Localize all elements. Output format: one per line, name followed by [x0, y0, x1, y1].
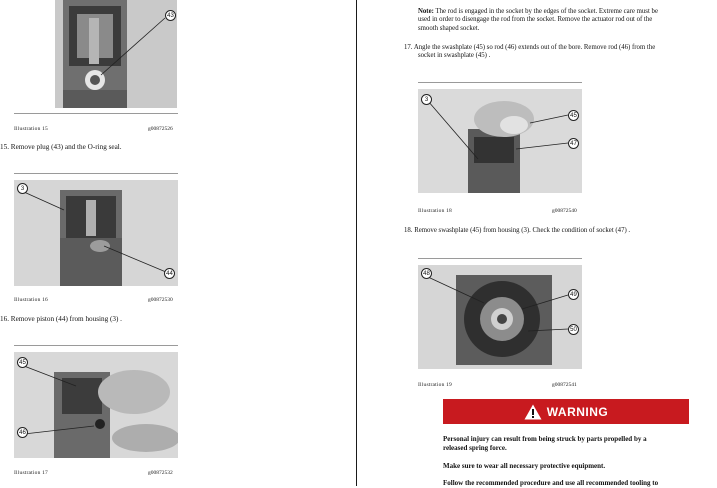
callout-44: 44 — [164, 268, 175, 279]
illustration-17-photo — [14, 352, 178, 458]
note-line-2: used in order to disengage the rod from the socket. Remove the actuator rod out of the — [418, 16, 653, 24]
callout-3: 3 — [17, 183, 28, 194]
step-17-line-2: socket in swashplate (45) . — [418, 52, 491, 60]
callout-48: 48 — [421, 268, 432, 279]
illustration-19-id: g00872541 — [552, 382, 577, 388]
callout-47: 47 — [568, 138, 579, 149]
step-18: 18. Remove swashplate (45) from housing (3). Check the condition of socket (47) . — [404, 227, 631, 234]
warning-paragraph-2: Make sure to wear all necessary protective equipment. — [443, 462, 606, 470]
warning-title: WARNING — [546, 404, 609, 419]
illustration-17-caption: Illustration 17 — [14, 470, 49, 476]
note-paragraph — [418, 8, 708, 33]
illustration-18-caption: Illustration 18 — [418, 208, 453, 214]
warning-paragraph-1 — [443, 435, 709, 453]
page-divider — [356, 0, 357, 486]
illustration-18-id: g00872540 — [552, 208, 577, 214]
step-17-line-1: 17. Angle the swashplate (45) so rod (46) extends out of the bore. Remove rod (46) from the — [404, 44, 656, 51]
swashplate-removal-image — [418, 89, 582, 193]
illustration-18-photo — [418, 89, 582, 193]
callout-46: 46 — [17, 427, 28, 438]
illustration-17-id: g00872532 — [148, 470, 173, 476]
illustration-19-caption: Illustration 19 — [418, 382, 453, 388]
warning-paragraph-1-line-1: Personal injury can result from being struck by parts propelled by a — [443, 435, 647, 443]
warning-triangle-icon — [524, 404, 542, 420]
illustration-15-caption: Illustration 15 — [14, 126, 49, 132]
illustration-15-photo — [55, 0, 177, 108]
illustration-18-top-rule — [418, 82, 582, 83]
pump-housing-image — [14, 180, 178, 286]
callout-49: 49 — [568, 289, 579, 300]
callout-3: 3 — [421, 94, 432, 105]
housing-bore-image — [418, 265, 582, 369]
illustration-19-top-rule — [418, 258, 582, 259]
step-15: 15. Remove plug (43) and the O-ring seal. — [0, 143, 122, 151]
step-16: 16. Remove piston (44) from housing (3) . — [0, 315, 122, 323]
illustration-15-rule — [14, 113, 178, 114]
illustration-16-top-rule — [14, 173, 178, 174]
illustration-15-id: g00872526 — [148, 126, 173, 132]
warning-banner — [443, 399, 689, 424]
illustration-16-id: g00872530 — [148, 297, 173, 303]
warning-paragraph-1-line-2: released spring force. — [443, 444, 507, 452]
illustration-16-photo — [14, 180, 178, 286]
step-17 — [404, 44, 710, 61]
callout-50: 50 — [568, 324, 579, 335]
illustration-19-photo — [418, 265, 582, 369]
illustration-17-top-rule — [14, 345, 178, 346]
note-line-3: smooth shaped socket. — [418, 24, 480, 32]
pump-housing-image — [55, 0, 177, 108]
callout-45: 45 — [568, 110, 579, 121]
callout-43: 43 — [165, 10, 176, 21]
hand-removing-swashplate-image — [14, 352, 178, 458]
illustration-16-caption: Illustration 16 — [14, 297, 49, 303]
note-line-1: The rod is engaged in the socket by the edges of the socket. Extreme care must be — [435, 8, 658, 15]
warning-paragraph-3: Follow the recommended procedure and use all recommended tooling to — [443, 479, 659, 487]
note-label: Note: — [418, 8, 434, 15]
callout-45: 45 — [17, 357, 28, 368]
